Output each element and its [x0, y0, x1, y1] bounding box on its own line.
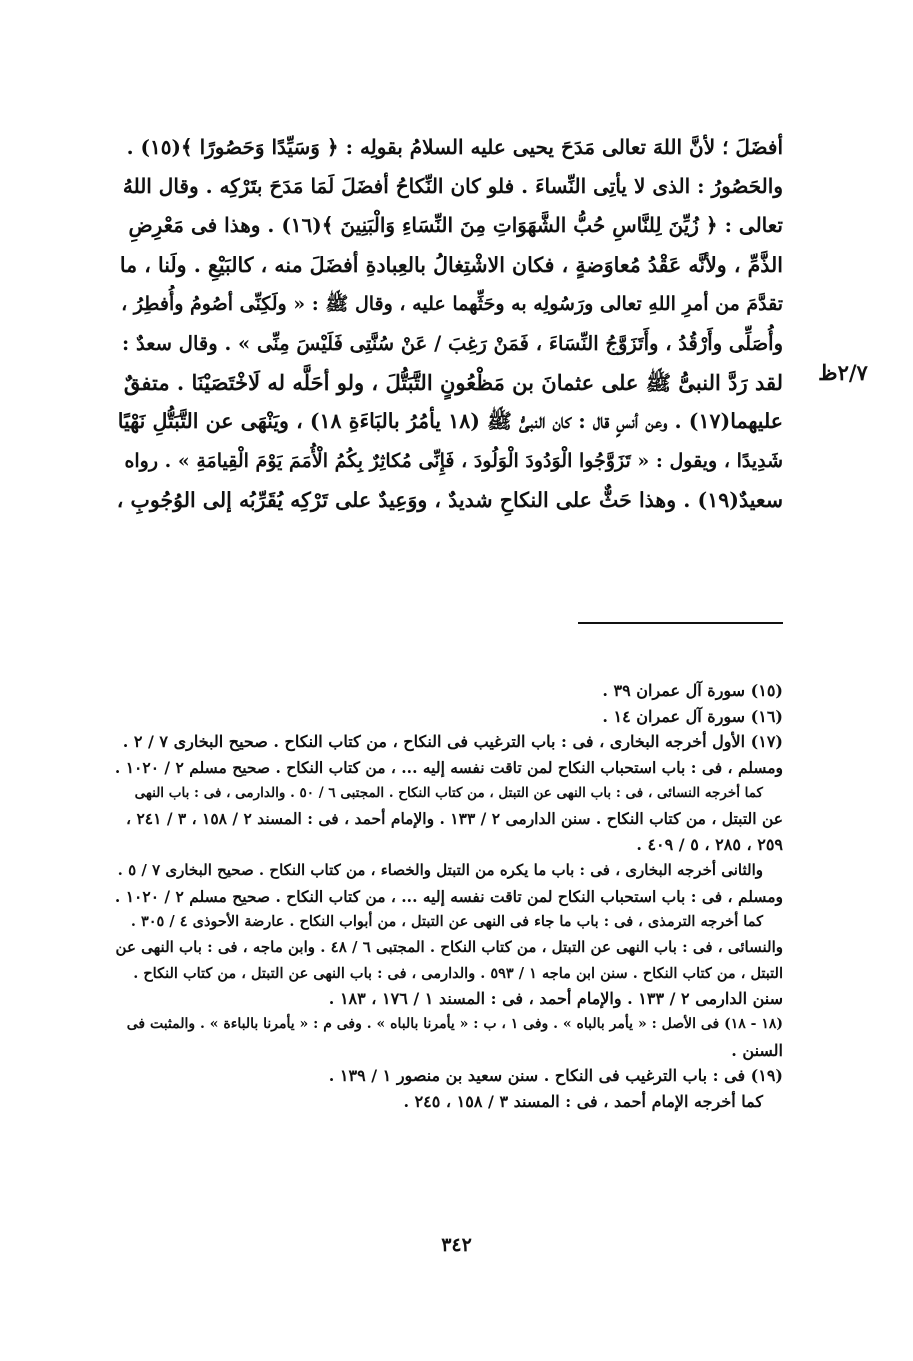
body-line: لقد رَدَّ النبىُّ ﷺ على عثمانَ بن مَظْعُونٍ التَّبَتُّلَ ، ولو أحَلَّه له لَاخْتَصَيْنَا . متفقٌ [123, 370, 783, 396]
footnote-line: عن التبتل ، من كتاب النكاح . سنن الدارمى ٢ / ١٣٣ . والإمام أحمد ، فى : المسند ٢ / ١٥٨ ، ٣ / ٢٤١ ، [126, 809, 783, 829]
footnote-line: كما أخرجه الإمام أحمد ، فى : المسند ٣ / ١٥٨ ، ٢٤٥ . [403, 1092, 763, 1111]
body-line: شَدِيدًا ، ويقول : « تَزَوَّجُوا الْوَدُودَ الْوَلُودَ ، فَإِنِّى مُكاثِرٌ بِكُمُ الْأُمَمَ يَوْمَ الْقِيامَةِ » . رواه [124, 449, 783, 472]
body-line: وأُصَلِّى وأَرْقُدُ ، وأَتَزَوَّجُ النِّسَاءَ ، فَمَنْ رَغِبَ / عَنْ سُنَّتِى فَلَيْسَ مِنِّى » . وقال سعدٌ : [122, 331, 783, 355]
footnote-line: ومسلم ، فى : باب استحباب النكاح لمن تاقت نفسه إليه ... ، من كتاب النكاح . صحيح مسلم ٢ / ١٠٢٠ . [115, 758, 783, 778]
footnote-line: (١٧) الأول أخرجه البخارى ، فى : باب الترغيب فى النكاح ، من كتاب النكاح . صحيح البخارى ٧ / ٢ . [122, 732, 783, 752]
footnote-line: ٢٥٩ ، ٢٨٥ ، ٥ / ٤٠٩ . [636, 835, 783, 855]
body-line: تعالى : ﴿ زُيِّنَ لِلنَّاسِ حُبُّ الشَّهَوَاتِ مِنَ النِّسَاءِ وَالْبَنِينَ ﴾(١٦) . وهذا فى مَعْرِضِ [128, 213, 783, 238]
footnote-line: ومسلم ، فى : باب استحباب النكاح لمن تاقت نفسه إليه ... ، من كتاب النكاح . صحيح مسلم ٢ / ١٠٢٠ . [115, 886, 783, 906]
footnote-line: (١٨ - ١٨) فى الأصل : « يأمر بالباه » . وفى ١ ، ب : « يأمرنا بالباه » . وفى م : « يأمرنا بالباءة » . والمثبت فى [126, 1015, 783, 1032]
body-line: الذَّمِّ ، ولأنَّه عَقْدُ مُعاوَضةٍ ، فكان الاشْتِغالُ بالعِبادةِ أفضَلَ منه ، كالبَيْعِ . ولَنا ، ما [119, 252, 783, 277]
footnote-line: والثانى أخرجه البخارى ، فى : باب ما يكره من التبتل والخصاء ، من كتاب النكاح . صحيح البخارى ٧ / ٥ . [117, 860, 763, 879]
body-line: أفضَلَ ؛ لأنَّ اللهَ تعالى مَدَحَ يحيى عليه السلامُ بقولِه : ﴿ وَسَيِّدًا وَحَصُورًا ﴾(١٥) . [126, 135, 783, 159]
footnotes [115, 678, 783, 1115]
margin-manuscript-note: ٢/٧ظ [818, 360, 868, 385]
footnote-line: (١٥) سورة آل عمران ٣٩ . [602, 681, 783, 700]
body-line: تقدَّمَ من أمرِ اللهِ تعالى ورَسُولِه به وحَثِّهما عليه ، وقال ﷺ : « ولَكِنِّى أصُومُ وأُفطِرُ ، [121, 292, 783, 315]
footnote-line: والنسائى ، فى : باب النهى عن التبتل ، من كتاب النكاح . المجتبى ٦ / ٤٨ . وابن ماجه ، فى : باب النهى عن [115, 937, 783, 956]
footnote-line: التبتل ، من كتاب النكاح . سنن ابن ماجه ١ / ٥٩٣ . والدارمى ، فى : باب النهى عن التبتل ، من كتاب النكاح . [133, 964, 783, 982]
footnote-line: كما أخرجه الترمذى ، فى : باب ما جاء فى النهى عن التبتل ، من أبواب النكاح . عارضة الأحوذى ٤ / ٣٠٥ . [130, 913, 763, 931]
footnote-line: كما أخرجه النسائى ، فى : باب النهى عن التبتل ، من كتاب النكاح . المجتبى ٦ / ٥٠ . والدارمى ، فى : باب النهى [134, 784, 763, 801]
footnote-line: (١٦) سورة آل عمران ١٤ . [602, 706, 783, 726]
body-line: عليهما(١٧) . وعن أنسٍ قال : كان النبىُّ ﷺ (١٨ يأمُرُ بالبَاءَةِ ١٨) ، ويَنْهَى عن التَّبَتُّلِ نَهْيًا [117, 409, 783, 434]
body-line: والحَصُورُ : الذى لا يأتِى النِّساءَ . فلو كان النِّكاحُ أفضَلَ لَمَا مَدَحَ بتَرْكِه . وقال اللهُ [122, 174, 783, 199]
footnote-line: سنن الدارمى ٢ / ١٣٣ . والإمام أحمد ، فى : المسند ١ / ١٧٦ ، ١٨٣ . [328, 989, 783, 1009]
main-text [115, 128, 783, 520]
footnote-line: السنن . [731, 1040, 783, 1060]
footnote-separator [578, 622, 783, 624]
footnote-line: (١٩) فى : باب الترغيب فى النكاح . سنن سعيد بن منصور ١ / ١٣٩ . [328, 1066, 783, 1086]
body-line: سعيدٌ(١٩) . وهذا حَثٌّ على النكاحِ شديدٌ ، ووَعِيدٌ على تَرْكِه يُقَرِّبُه إلى الوُجُوبِ ، [116, 487, 783, 512]
page-number: ٣٤٢ [441, 1234, 472, 1256]
